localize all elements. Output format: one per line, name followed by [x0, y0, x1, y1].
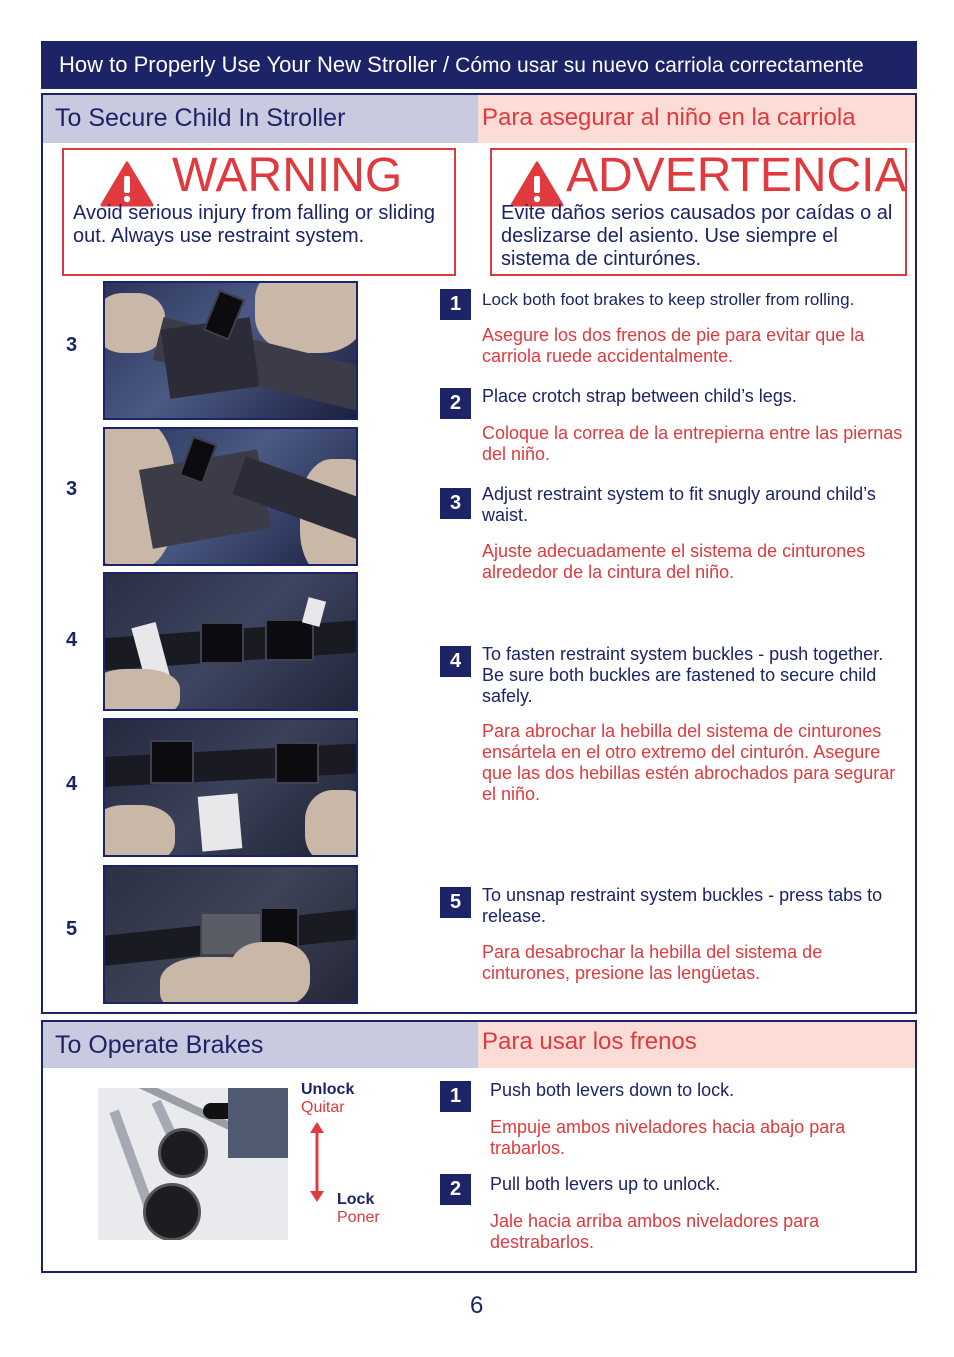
lock-label-en: Lock: [337, 1191, 375, 1208]
step-text-es: Jale hacia arriba ambos niveladores para destrabarlos.: [490, 1211, 820, 1252]
secure-section-title-es: Para asegurar al niño en la carriola: [478, 95, 915, 143]
photo-adjust-strap-2: [103, 427, 358, 566]
up-down-arrow-icon: [308, 1120, 326, 1204]
header-title-es: Cómo usar su nuevo carriola correctamente: [455, 54, 864, 77]
step-text-es: Empuje ambos niveladores hacia abajo para trabarlos.: [490, 1117, 846, 1158]
step-text-en: Lock both foot brakes to keep stroller from rolling.: [482, 290, 855, 309]
advertencia-heading: ADVERTENCIA: [566, 149, 907, 202]
step-number: 2: [440, 388, 471, 419]
brakes-section-title-en: To Operate Brakes: [43, 1022, 478, 1068]
advertencia-triangle-icon: [510, 160, 564, 208]
page-header: [41, 41, 917, 89]
brakes-section-title-es: Para usar los frenos: [478, 1022, 915, 1068]
step-text-en: To fasten restraint system buckles - push together. Be sure both buckles are fastened to secure child safely.: [482, 644, 884, 706]
advertencia-box: [490, 148, 907, 276]
photo-fasten-buckle-2: [103, 718, 358, 857]
photo-label: 5: [66, 918, 78, 940]
step-text-es: Coloque la correa de la entrepierna entre las piernas del niño.: [482, 423, 903, 464]
photo-brake-levers: [98, 1088, 288, 1240]
step-text-es: Para abrochar la hebilla del sistema de cinturones ensártela en el otro extremo del cinturón. Asegure que las dos hebillas estén abrochados para segurar el niño.: [482, 721, 896, 804]
advertencia-text: Evite daños serios causados por caídas o al deslizarse del asiento. Use siempre el sistema de cinturónes.: [501, 202, 893, 270]
photo-label: 3: [66, 478, 78, 500]
header-title-en: How to Properly Use Your New Stroller: [59, 52, 437, 77]
step-number: 4: [440, 646, 471, 677]
step-text-en: Place crotch strap between child’s legs.: [482, 386, 797, 406]
warning-box: [62, 148, 456, 276]
warning-triangle-icon: [100, 160, 154, 208]
photo-unsnap-buckle: [103, 865, 358, 1004]
step-text-en: Pull both levers up to unlock.: [490, 1174, 721, 1194]
step-text-es: Para desabrochar la hebilla del sistema de cinturones, presione las lengüetas.: [482, 942, 823, 983]
header-separator: /: [436, 52, 456, 77]
step-text-en: Push both levers down to lock.: [490, 1080, 735, 1100]
step-text-es: Asegure los dos frenos de pie para evitar que la carriola ruede accidentalmente.: [482, 325, 865, 366]
lock-label-es: Poner: [337, 1209, 380, 1226]
photo-label: 4: [66, 773, 78, 795]
step-number: 2: [440, 1174, 471, 1205]
secure-section-title-en: To Secure Child In Stroller: [43, 95, 478, 143]
step-text-es: Ajuste adecuadamente el sistema de cinturones alrededor de la cintura del niño.: [482, 541, 866, 582]
warning-heading: WARNING: [172, 149, 403, 202]
page-number: 6: [470, 1292, 484, 1319]
step-text-en: To unsnap restraint system buckles - press tabs to release.: [482, 885, 883, 926]
photo-fasten-buckle-1: [103, 572, 358, 711]
unlock-label-es: Quitar: [301, 1099, 345, 1116]
step-number: 1: [440, 1081, 471, 1112]
step-number: 5: [440, 887, 471, 918]
warning-text: Avoid serious injury from falling or sliding out. Always use restraint system.: [73, 202, 436, 247]
photo-label: 3: [66, 334, 78, 356]
unlock-label-en: Unlock: [301, 1081, 355, 1098]
photo-label: 4: [66, 629, 78, 651]
step-text-en: Adjust restraint system to fit snugly around child’s waist.: [482, 484, 876, 525]
step-number: 3: [440, 488, 471, 519]
step-number: 1: [440, 289, 471, 320]
photo-adjust-strap-1: [103, 281, 358, 420]
